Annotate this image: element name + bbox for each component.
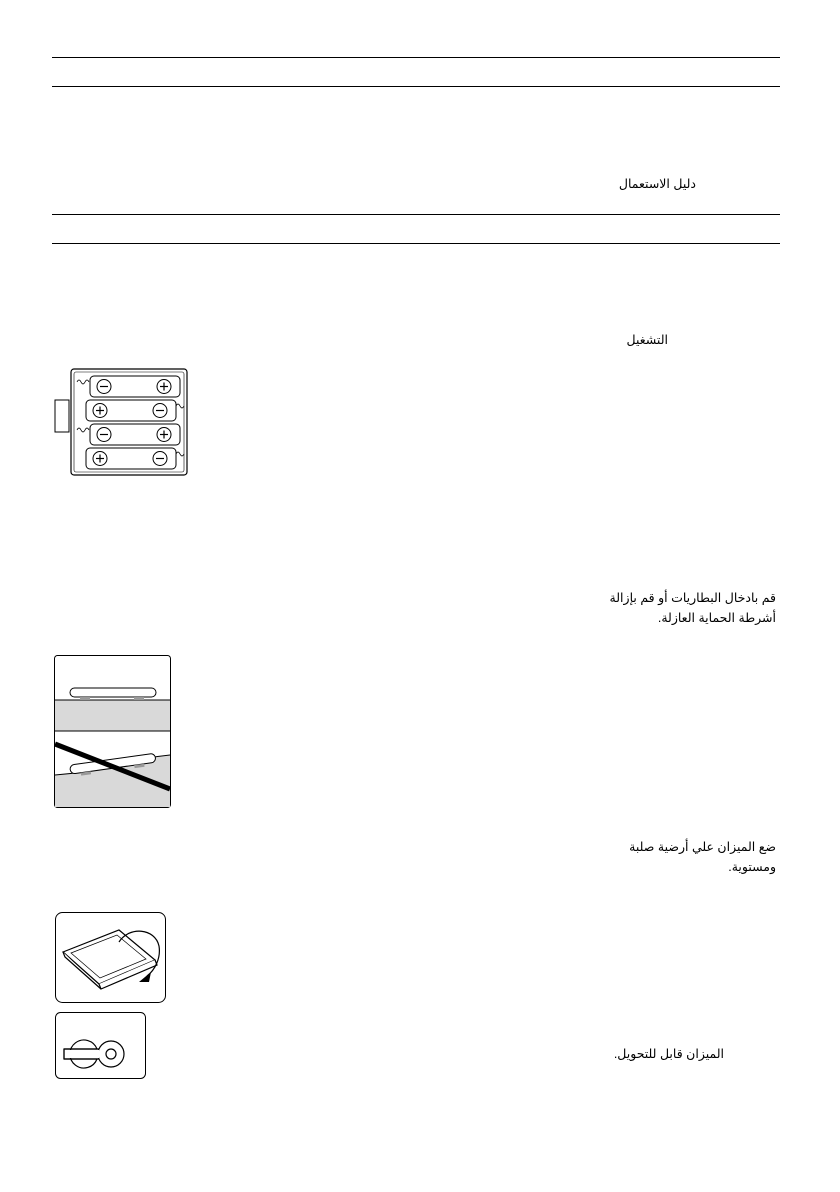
top-rule-2 — [52, 86, 780, 87]
step-surface-text — [629, 837, 776, 877]
step-batteries-text — [610, 588, 776, 628]
step-batteries-line-2: أشرطة الحماية العازلة. — [657, 611, 776, 625]
convertible-key-illustration — [55, 1012, 147, 1080]
step-convertible-text: الميزان قابل للتحويل. — [613, 1047, 724, 1061]
step-batteries-line-1: قم بادخال البطاريات أو قم بإزالة — [609, 591, 776, 605]
step-surface-line-1: ضع الميزان علي أرضية صلبة — [629, 840, 776, 854]
manual-title: دليل الاستعمال — [618, 177, 696, 191]
flat-surface-illustration — [54, 655, 172, 809]
top-rule-1 — [52, 57, 780, 58]
flip-scale-illustration — [55, 912, 167, 1004]
step-surface-line-2: ومستوية. — [728, 860, 776, 874]
section-rule-1 — [52, 214, 780, 215]
section-heading: التشغيل — [626, 333, 668, 347]
battery-compartment-illustration — [54, 366, 190, 478]
section-rule-2 — [52, 243, 780, 244]
